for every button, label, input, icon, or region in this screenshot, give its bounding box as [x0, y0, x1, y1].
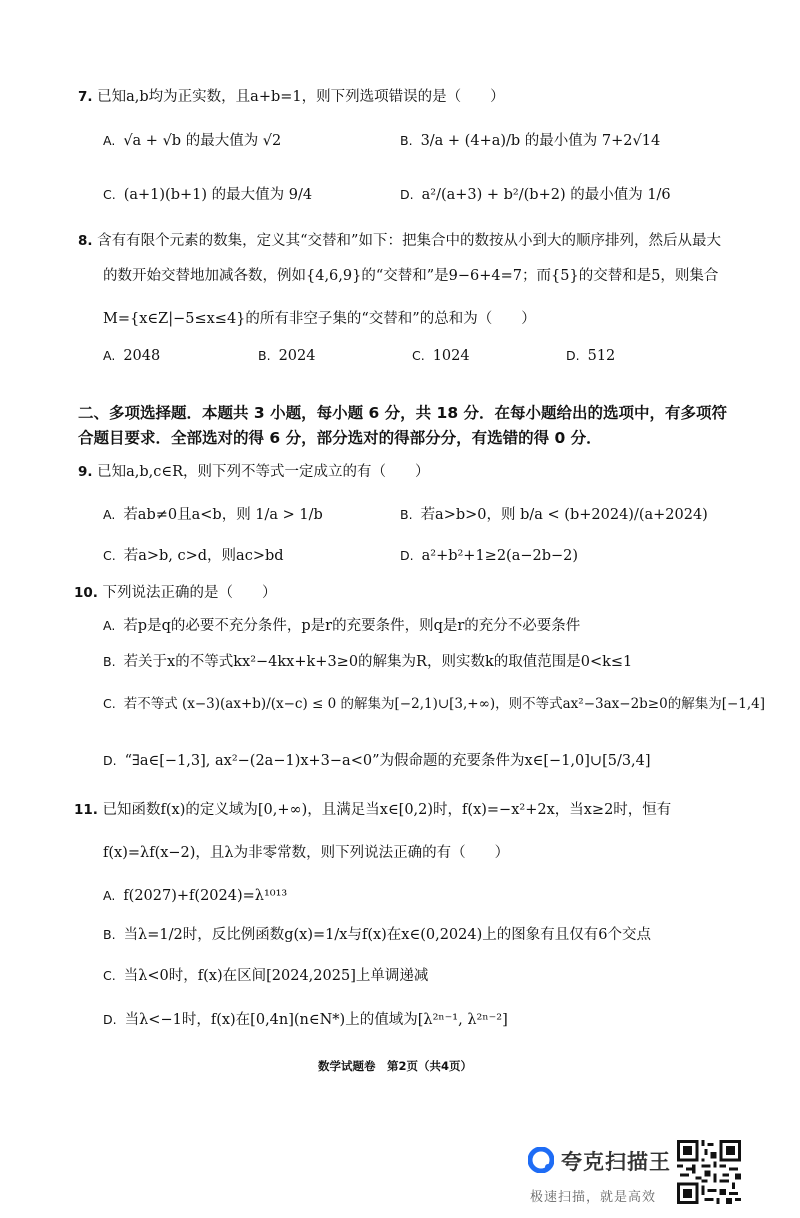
q8-option-b: B. 2024: [258, 348, 316, 364]
section-heading-line-1: 二、多项选择题．本题共 3 小题，每小题 6 分，共 18 分．在每小题给出的选项中，有多项符: [78, 404, 728, 422]
q10-option-a: A. 若p是q的必要不充分条件，p是r的充要条件，则q是r的充分不必要条件: [103, 618, 581, 634]
q7-option-c: C. (a+1)(b+1) 的最大值为 9/4: [103, 187, 313, 203]
q9-option-c: C. 若a>b, c>d，则ac>bd: [103, 548, 284, 564]
q10-option-d: D. “∃a∈[−1,3], ax²−(2a−1)x+3−a<0”为假命题的充要条件为x∈[−1,0]∪[5/3,4]: [103, 753, 651, 769]
question-9: [78, 462, 430, 482]
q9-option-d: D. a²+b²+1≥2(a−2b−2): [400, 548, 579, 564]
question-7: [78, 87, 505, 107]
question-8-line-3: M={x∈Z|−5≤x≤4}的所有非空子集的“交替和”的总和为（ ）: [103, 311, 536, 327]
question-stem: 已知a,b均为正实数，且a+b=1，则下列选项错误的是（ ）: [97, 89, 505, 105]
q10-option-c: C. 若不等式 (x−3)(ax+b)/(x−c) ≤ 0 的解集为[−2,1)∪[3,+∞)，则不等式ax²−3ax−2b≥0的解集为[−1,4]: [103, 696, 766, 712]
question-number: 9.: [78, 464, 93, 480]
q7-option-a: A. √a + √b 的最大值为 √2: [103, 133, 282, 149]
section-heading-line-2: 合题目要求．全部选对的得 6 分，部分选对的得部分分，有选错的得 0 分．: [78, 429, 602, 447]
q7-option-d: D. a²/(a+3) + b²/(b+2) 的最小值为 1/6: [400, 187, 671, 203]
question-8: [78, 231, 721, 251]
question-stem: 下列说法正确的是（ ）: [102, 585, 277, 601]
quark-logo-icon: [528, 1147, 554, 1173]
page-footer: 数学试题卷 第2页（共4页）: [318, 1059, 473, 1073]
q8-option-a: A. 2048: [103, 348, 161, 364]
question-stem-line-1: 已知函数f(x)的定义域为[0,+∞)，且满足当x∈[0,2)时，f(x)=−x²+2x，当x≥2时，恒有: [102, 802, 672, 818]
question-11: [74, 800, 671, 820]
q11-option-c: C. 当λ<0时，f(x)在区间[2024,2025]上单调递减: [103, 968, 429, 984]
question-number: 7.: [78, 89, 93, 105]
q8-option-d: D. 512: [566, 348, 616, 364]
q9-option-a: A. 若ab≠0且a<b，则 1/a > 1/b: [103, 507, 323, 523]
question-number: 11.: [74, 802, 98, 818]
question-number: 10.: [74, 585, 98, 601]
q10-option-b: B. 若关于x的不等式kx²−4kx+k+3≥0的解集为R，则实数k的取值范围是0<k≤1: [103, 654, 633, 670]
q9-option-b: B. 若a>b>0，则 b/a < (b+2024)/(a+2024): [400, 507, 708, 523]
brand-slogan: 极速扫描，就是高效: [530, 1190, 657, 1205]
q11-option-b: B. 当λ=1/2时，反比例函数g(x)=1/x与f(x)在x∈(0,2024)上的图象有且仅有6个交点: [103, 927, 651, 943]
brand-name: 夸克扫描王: [561, 1150, 671, 1174]
q11-option-a: A. f(2027)+f(2024)=λ¹⁰¹³: [103, 888, 288, 904]
q8-option-c: C. 1024: [412, 348, 470, 364]
question-8-line-2: 的数开始交替地加减各数，例如{4,6,9}的“交替和”是9−6+4=7；而{5}的交替和是5，则集合: [103, 268, 719, 284]
question-number: 8.: [78, 233, 93, 249]
question-11-line-2: f(x)=λf(x−2)，且λ为非零常数，则下列说法正确的有（ ）: [103, 845, 510, 861]
question-stem-line-1: 含有有限个元素的数集，定义其“交替和”如下：把集合中的数按从小到大的顺序排列，然后从最大: [97, 233, 721, 249]
question-10: [74, 583, 277, 603]
q11-option-d: D. 当λ<−1时，f(x)在[0,4n](n∈N*)上的值域为[λ²ⁿ⁻¹, λ²ⁿ⁻²]: [103, 1012, 508, 1028]
q7-option-b: B. 3/a + (4+a)/b 的最小值为 7+2√14: [400, 133, 661, 149]
qr-code-icon: [677, 1140, 741, 1204]
question-stem: 已知a,b,c∈R，则下列不等式一定成立的有（ ）: [97, 464, 430, 480]
